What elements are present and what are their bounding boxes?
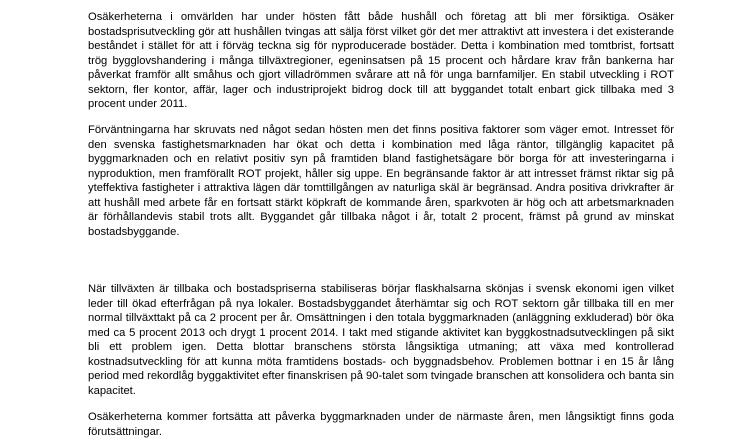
paragraph-3: När tillväxten är tillbaka och bostadspriserna stabiliseras börjar flaskhalsarna skönjas i svensk ekonomi igen vilket leder till ökad efterfrågan på nya lokaler. Bostadsbyggandet återhämtar sig och ROT sektorn går tillbaka till en mer normal tillväxttakt på ca 2 procent per år. Omsättningen i den totala byggmarknaden (anläggning exkluderad) bör öka med ca 5 procent 2013 och drygt 1 procent 2014. I takt med stigande aktivitet kan byggkostnadsutvecklingen på sikt bli ett problem igen. Detta blottar branschens största långsiktiga utmaning; att växa med kontrollerad kostnadsutveckling för att kunna möta framtidens bostads- och byggnadsbehov. Problemen bottnar i en 15 år lång period med rekordlåg byggaktivitet efter finanskrisen på 90-talet som tvingade branschen att konsolidera och banta sin kapacitet. [88,283,674,397]
paragraph-4: Osäkerheterna kommer fortsätta att påverka byggmarknaden under de närmaste åren, men långsiktigt finns goda förutsättningar. [88,411,674,438]
paragraph-2: Förväntningarna har skruvats ned något sedan hösten men det finns positiva faktorer som väger emot. Intresset för den svenska fastighetsmarknaden har ökat och detta i kombination med låga räntor, tillgänglig kapacitet på byggmarknaden och en relativt positiv syn på framtiden bland fastighetsägare bör borga för att investeringarna i nyproduktion, men framförallt ROT projekt, håller sig uppe. En begränsande faktor är att intresset främst riktar sig på yteffektiva fastigheter i attraktiva lägen där tomttillgången av naturliga skäl är begränsad. Andra positiva drivkrafter är att hushåll med arbete får en fortsatt stärkt köpkraft de kommande åren, sparkvoten är hög och att arbetsmarknaden är förhållandevis stabil trots allt. Byggandet går tillbaka något i år, totalt 2 procent, främst på grund av minskat bostadsbyggande. [88,124,674,238]
paragraph-1: Osäkerheterna i omvärlden har under hösten fått både hushåll och företag att bli mer försiktiga. Osäker bostadsprisutveckling gör att hushållen tvingas att sälja först vilket gör det mer attraktivt att investera i det existerande beståndet i stället för att i förväg teckna sig för nyproducerade bostäder. Detta i kombination med tomtbrist, fortsatt trög bygglovshandering i många tillväxtregioner, egeninsatsen på 15 procent och hårdare krav från bankerna har påverkat framför allt småhus och gjort villadrömmen svårare att nå för unga barnfamiljer. En stabil utveckling i ROT sektorn, fler kontor, affär, lager och industriprojekt bidrog dock till att byggandet totalt enbart gick tillbaka med 3 procent under 2011. [88,11,674,110]
